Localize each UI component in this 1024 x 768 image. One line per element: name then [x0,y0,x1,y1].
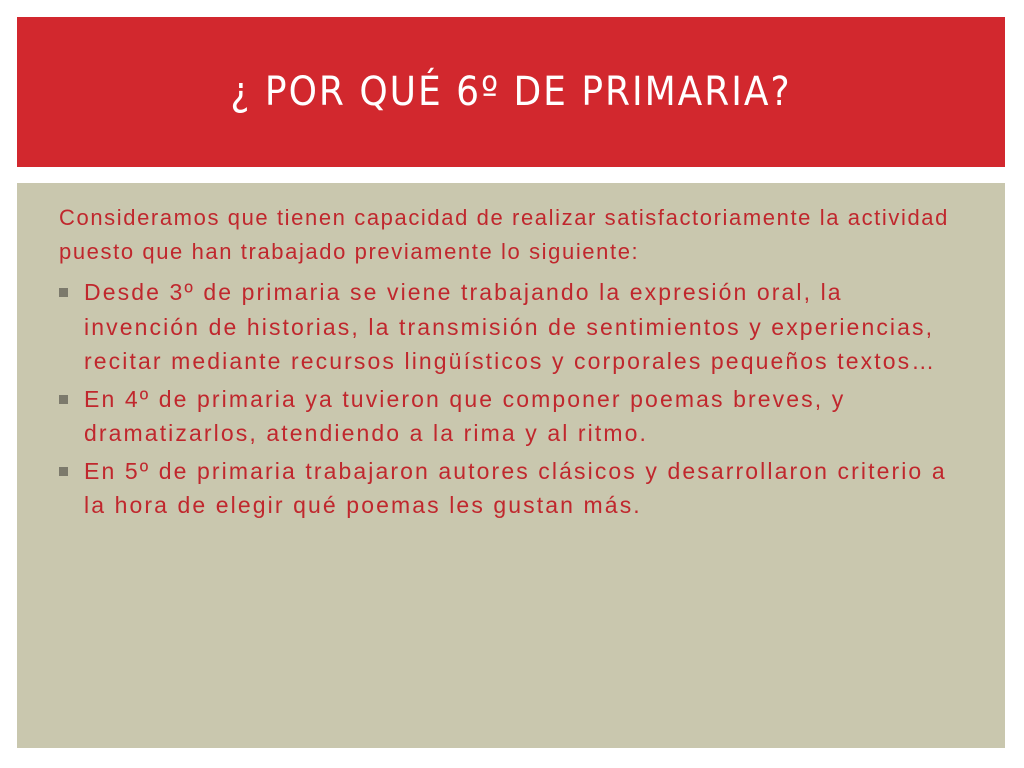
content-panel [17,183,1005,748]
square-bullet-icon [59,395,68,404]
bullet-list [59,275,965,523]
bullet-text: Desde 3º de primaria se viene trabajando la expresión oral, la invención de historias, la transmisión de sentimientos y experiencias, recitar mediante recursos lingüísticos y corporales pequeños textos… [84,279,937,374]
bullet-text: En 4º de primaria ya tuvieron que componer poemas breves, y dramatizarlos, atendiendo a la rima y al ritmo. [84,385,846,446]
intro-paragraph: Consideramos que tienen capacidad de realizar satisfactoriamente la actividad puesto que han trabajado previamente lo siguiente: [59,205,949,264]
bullet-text: En 5º de primaria trabajaron autores clásicos y desarrollaron criterio a la hora de elegir qué poemas les gustan más. [84,457,947,518]
bullet-item [59,454,965,523]
square-bullet-icon [59,467,68,476]
bullet-item [59,382,965,451]
slide-title: ¿ POR QUÉ 6º DE PRIMARIA? [230,69,792,115]
square-bullet-icon [59,288,68,297]
title-bar [17,17,1005,167]
bullet-item [59,275,965,379]
